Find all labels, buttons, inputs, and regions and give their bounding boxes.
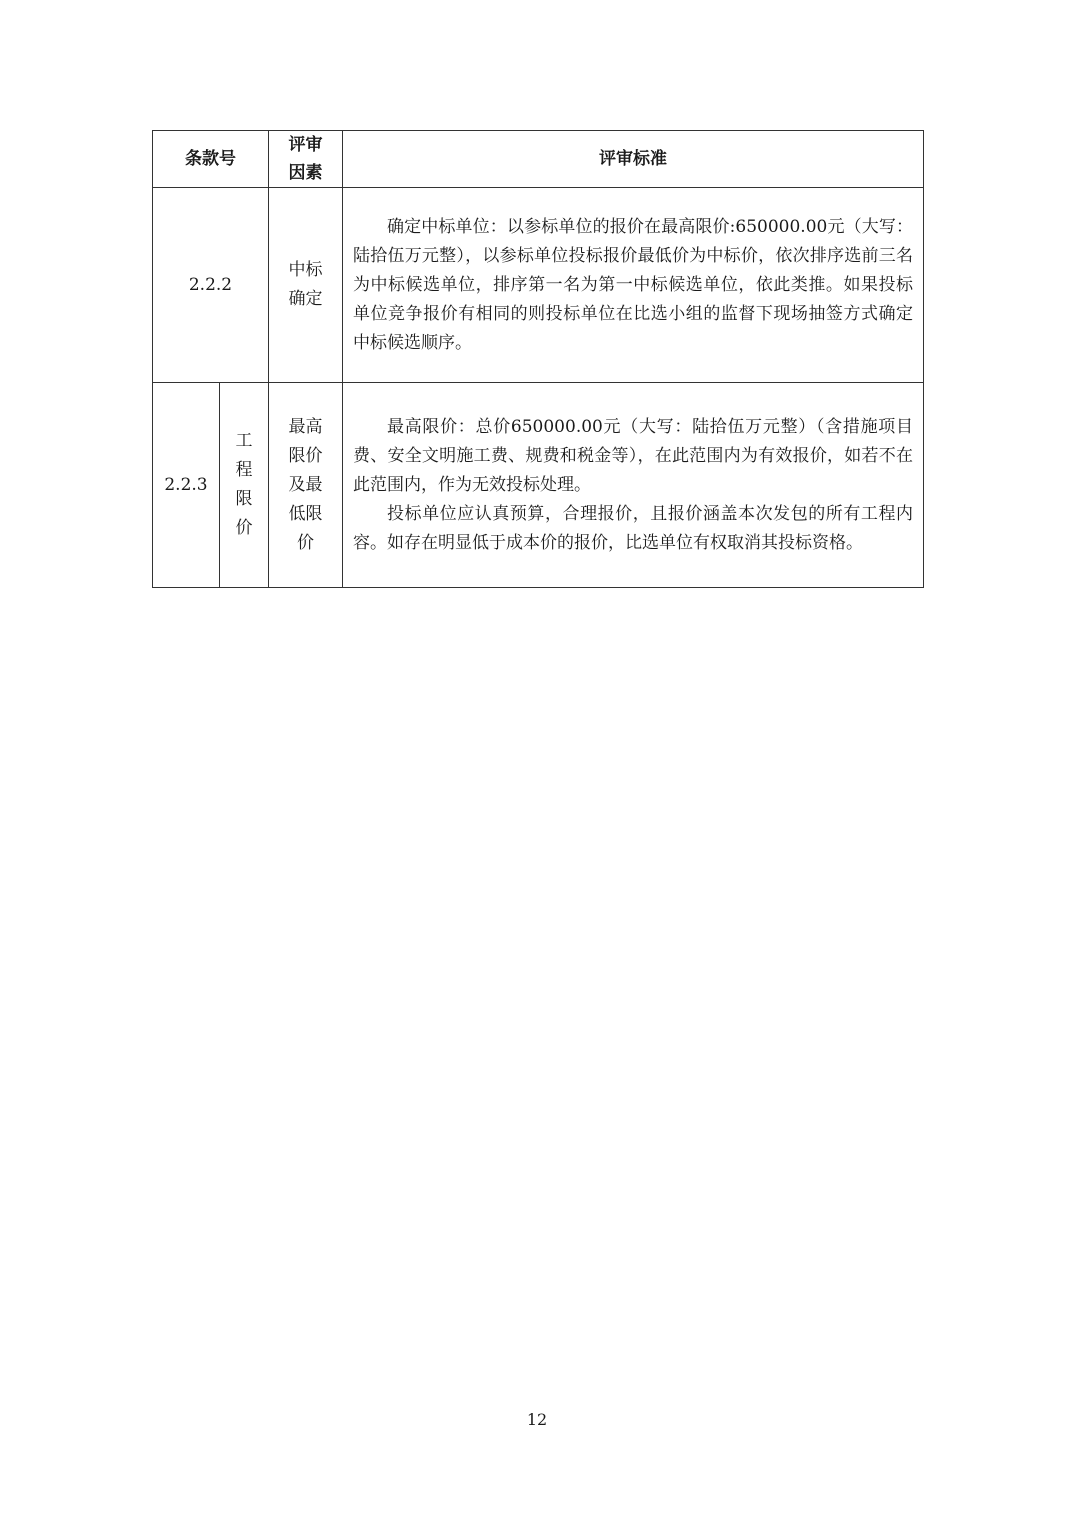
evaluation-standard-cell: [343, 383, 924, 588]
table-row: [153, 383, 924, 588]
sub-label-char: 工: [235, 431, 253, 451]
evaluation-criteria-table: [152, 130, 924, 588]
factor-line: 最高: [288, 416, 323, 437]
table-header-row: [153, 131, 924, 188]
sub-label-char: 限: [235, 489, 253, 509]
header-evaluation-standard: 评审标准: [343, 131, 924, 188]
page-number: 12: [526, 1410, 548, 1429]
evaluation-factor-cell: [269, 383, 343, 588]
standard-paragraph: 最高限价：总价650000.00元（大写：陆拾伍万元整）（含措施项目费、安全文明施工费、规费和税金等），在此范围内为有效报价，如若不在此范围内，作为无效投标处理。: [353, 416, 913, 495]
factor-line: 中标: [288, 260, 323, 280]
header-factor-line-1: 评审: [288, 135, 323, 155]
evaluation-factor-cell: [269, 188, 343, 383]
standard-paragraph: 确定中标单位：以参标单位的报价在最高限价:650000.00元（大写：陆拾伍万元整），以参标单位投标报价最低价为中标价，依次排序选前三名为中标候选单位，排序第一名为第一中标候选单位，依此类推。如果投标单位竞争报价有相同的则投标单位在比选小组的监督下现场抽签方式确定中标候选顺序。: [353, 216, 913, 353]
header-evaluation-factor: [269, 131, 343, 188]
sub-label-cell: [220, 383, 269, 588]
clause-number: 2.2.3: [153, 383, 220, 588]
table-row: [153, 188, 924, 383]
sub-label-char: 价: [235, 518, 253, 538]
factor-line: 低限: [288, 503, 323, 524]
factor-line: 价: [297, 532, 314, 553]
clause-number: 2.2.2: [153, 188, 269, 383]
header-clause-no: 条款号: [153, 131, 269, 188]
evaluation-standard-cell: [343, 188, 924, 383]
sub-label-char: 程: [235, 460, 253, 480]
standard-paragraph: 投标单位应认真预算，合理报价，且报价涵盖本次发包的所有工程内容。如存在明显低于成本价的报价，比选单位有权取消其投标资格。: [353, 503, 913, 553]
factor-line: 限价: [288, 445, 323, 466]
factor-line: 确定: [288, 289, 323, 309]
factor-line: 及最: [288, 474, 323, 495]
header-factor-line-2: 因素: [288, 163, 323, 183]
